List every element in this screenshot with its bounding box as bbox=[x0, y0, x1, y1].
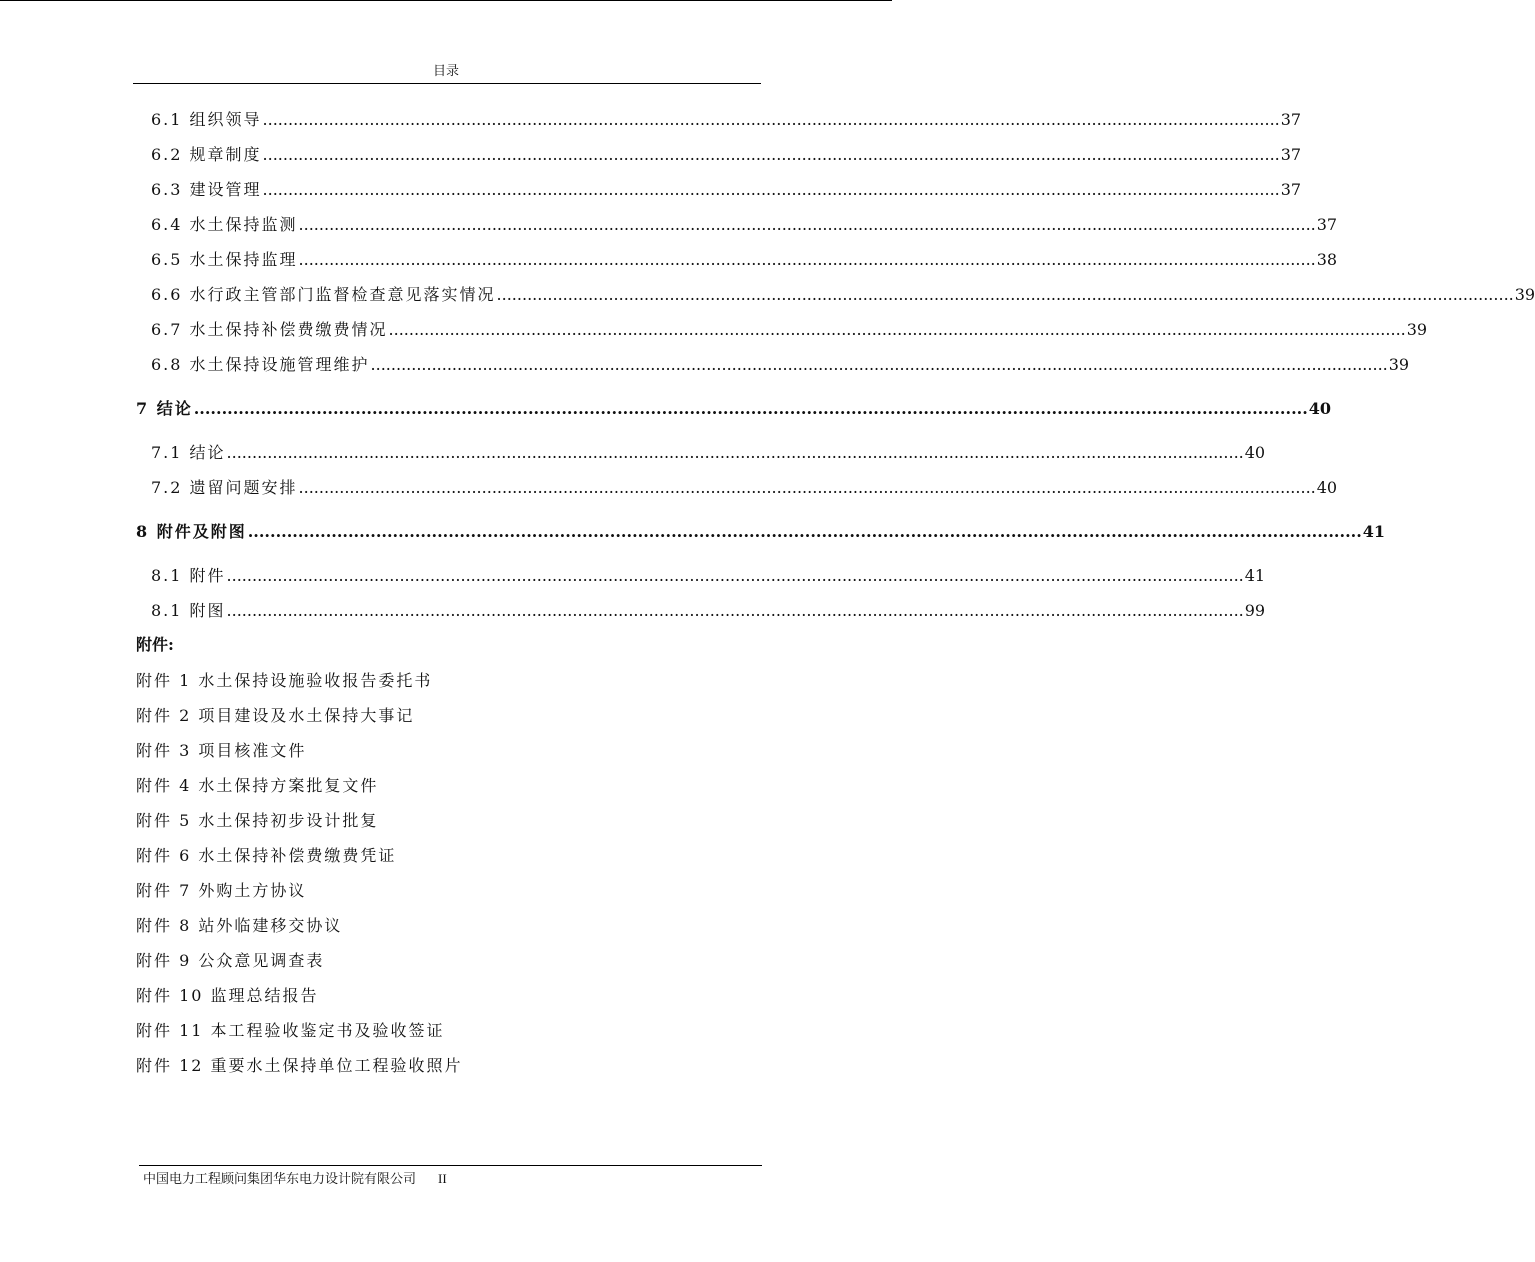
toc-dot-leader: ........................................................................................................................................................................................................ bbox=[298, 215, 1316, 234]
toc-dot-leader: ........................................................................................................................................................................................................ bbox=[298, 478, 1316, 497]
toc-entry[interactable] bbox=[151, 477, 1338, 499]
appendix-item: 附件 10 监理总结报告 bbox=[136, 986, 319, 1005]
toc-page-number: 40 bbox=[1244, 443, 1266, 462]
page-top-edge bbox=[0, 0, 892, 1]
toc-page-number: 99 bbox=[1244, 601, 1266, 620]
toc-entry-title: 6.2 规章制度 bbox=[151, 145, 262, 164]
toc-entry-title: 8.1 附图 bbox=[151, 601, 226, 620]
toc-page-number: 39 bbox=[1388, 355, 1410, 374]
toc-entry[interactable] bbox=[151, 179, 1302, 201]
appendix-item: 附件 3 项目核准文件 bbox=[136, 741, 307, 760]
toc-dot-leader: ........................................................................................................................................................................................................ bbox=[262, 145, 1280, 164]
toc-entry-title: 7.2 遗留问题安排 bbox=[151, 478, 298, 497]
header-divider bbox=[133, 83, 761, 84]
toc-dot-leader: ........................................................................................................................................................................................................ bbox=[298, 250, 1316, 269]
toc-entry-title: 6.7 水土保持补偿费缴费情况 bbox=[151, 320, 388, 339]
toc-page-number: 37 bbox=[1280, 180, 1302, 199]
toc-dot-leader: ........................................................................................................................................................................................................ bbox=[262, 180, 1280, 199]
toc-page-number: 39 bbox=[1406, 320, 1428, 339]
toc-entry-title: 6.8 水土保持设施管理维护 bbox=[151, 355, 370, 374]
toc-page-number: 39 bbox=[1514, 285, 1535, 304]
toc-page-number: 41 bbox=[1362, 522, 1386, 541]
toc-entry-title: 6.3 建设管理 bbox=[151, 180, 262, 199]
toc-page-number: 40 bbox=[1316, 478, 1338, 497]
appendix-item: 附件 7 外购土方协议 bbox=[136, 881, 307, 900]
toc-entry-title: 6.5 水土保持监理 bbox=[151, 250, 298, 269]
toc-entry-title: 6.1 组织领导 bbox=[151, 110, 262, 129]
toc-entry[interactable] bbox=[151, 214, 1338, 236]
toc-dot-leader: ........................................................................................................................................................................................................ bbox=[388, 320, 1406, 339]
appendix-item: 附件 12 重要水土保持单位工程验收照片 bbox=[136, 1056, 463, 1075]
toc-page-number: 37 bbox=[1316, 215, 1338, 234]
toc-entry[interactable] bbox=[151, 354, 1410, 376]
appendix-item: 附件 9 公众意见调查表 bbox=[136, 951, 325, 970]
toc-entry-title: 7.1 结论 bbox=[151, 443, 226, 462]
toc-entry-title: 8 附件及附图 bbox=[136, 522, 247, 541]
toc-entry[interactable] bbox=[151, 249, 1338, 271]
toc-dot-leader: ........................................................................................................................................................................................................ bbox=[226, 443, 1244, 462]
appendix-item: 附件 5 水土保持初步设计批复 bbox=[136, 811, 379, 830]
appendix-item: 附件 8 站外临建移交协议 bbox=[136, 916, 343, 935]
toc-entry-title: 7 结论 bbox=[136, 399, 193, 418]
toc-page-number: 37 bbox=[1280, 145, 1302, 164]
toc-entry[interactable] bbox=[151, 565, 1266, 587]
toc-entry[interactable] bbox=[151, 144, 1302, 166]
toc-entry-title: 6.4 水土保持监测 bbox=[151, 215, 298, 234]
appendix-heading: 附件: bbox=[136, 635, 174, 654]
toc-entry[interactable] bbox=[151, 109, 1302, 131]
toc-entry-title: 6.6 水行政主管部门监督检查意见落实情况 bbox=[151, 285, 496, 304]
appendix-item: 附件 2 项目建设及水土保持大事记 bbox=[136, 706, 415, 725]
toc-entry[interactable] bbox=[151, 442, 1266, 464]
toc-entry-title: 8.1 附件 bbox=[151, 566, 226, 585]
toc-dot-leader: ........................................................................................................................................................................................................ bbox=[226, 566, 1244, 585]
appendix-item: 附件 6 水土保持补偿费缴费凭证 bbox=[136, 846, 397, 865]
toc-entry[interactable] bbox=[151, 319, 1428, 341]
toc-entry[interactable] bbox=[151, 284, 1535, 306]
toc-page-number: 38 bbox=[1316, 250, 1338, 269]
appendix-item: 附件 1 水土保持设施验收报告委托书 bbox=[136, 671, 433, 690]
toc-page-number: 40 bbox=[1308, 399, 1332, 418]
toc-dot-leader: ........................................................................................................................................................................................................ bbox=[370, 355, 1388, 374]
page-header-title: 目录 bbox=[432, 64, 459, 79]
footer-company: 中国电力工程顾问集团华东电力设计院有限公司 bbox=[143, 1172, 417, 1187]
toc-chapter-entry[interactable] bbox=[136, 521, 1386, 543]
page-footer bbox=[143, 1170, 447, 1189]
toc-page-number: 37 bbox=[1280, 110, 1302, 129]
toc-dot-leader: ........................................................................................................................................................................................................ bbox=[247, 522, 1362, 541]
footer-divider bbox=[139, 1165, 762, 1166]
toc-dot-leader: ........................................................................................................................................................................................................ bbox=[496, 285, 1514, 304]
toc-dot-leader: ........................................................................................................................................................................................................ bbox=[226, 601, 1244, 620]
toc-chapter-entry[interactable] bbox=[136, 398, 1332, 420]
toc-dot-leader: ........................................................................................................................................................................................................ bbox=[193, 399, 1308, 418]
appendix-item: 附件 11 本工程验收鉴定书及验收签证 bbox=[136, 1021, 445, 1040]
toc-page-number: 41 bbox=[1244, 566, 1266, 585]
toc-entry[interactable] bbox=[151, 600, 1266, 622]
appendix-item: 附件 4 水土保持方案批复文件 bbox=[136, 776, 379, 795]
footer-page-number: II bbox=[438, 1171, 447, 1186]
toc-dot-leader: ........................................................................................................................................................................................................ bbox=[262, 110, 1280, 129]
